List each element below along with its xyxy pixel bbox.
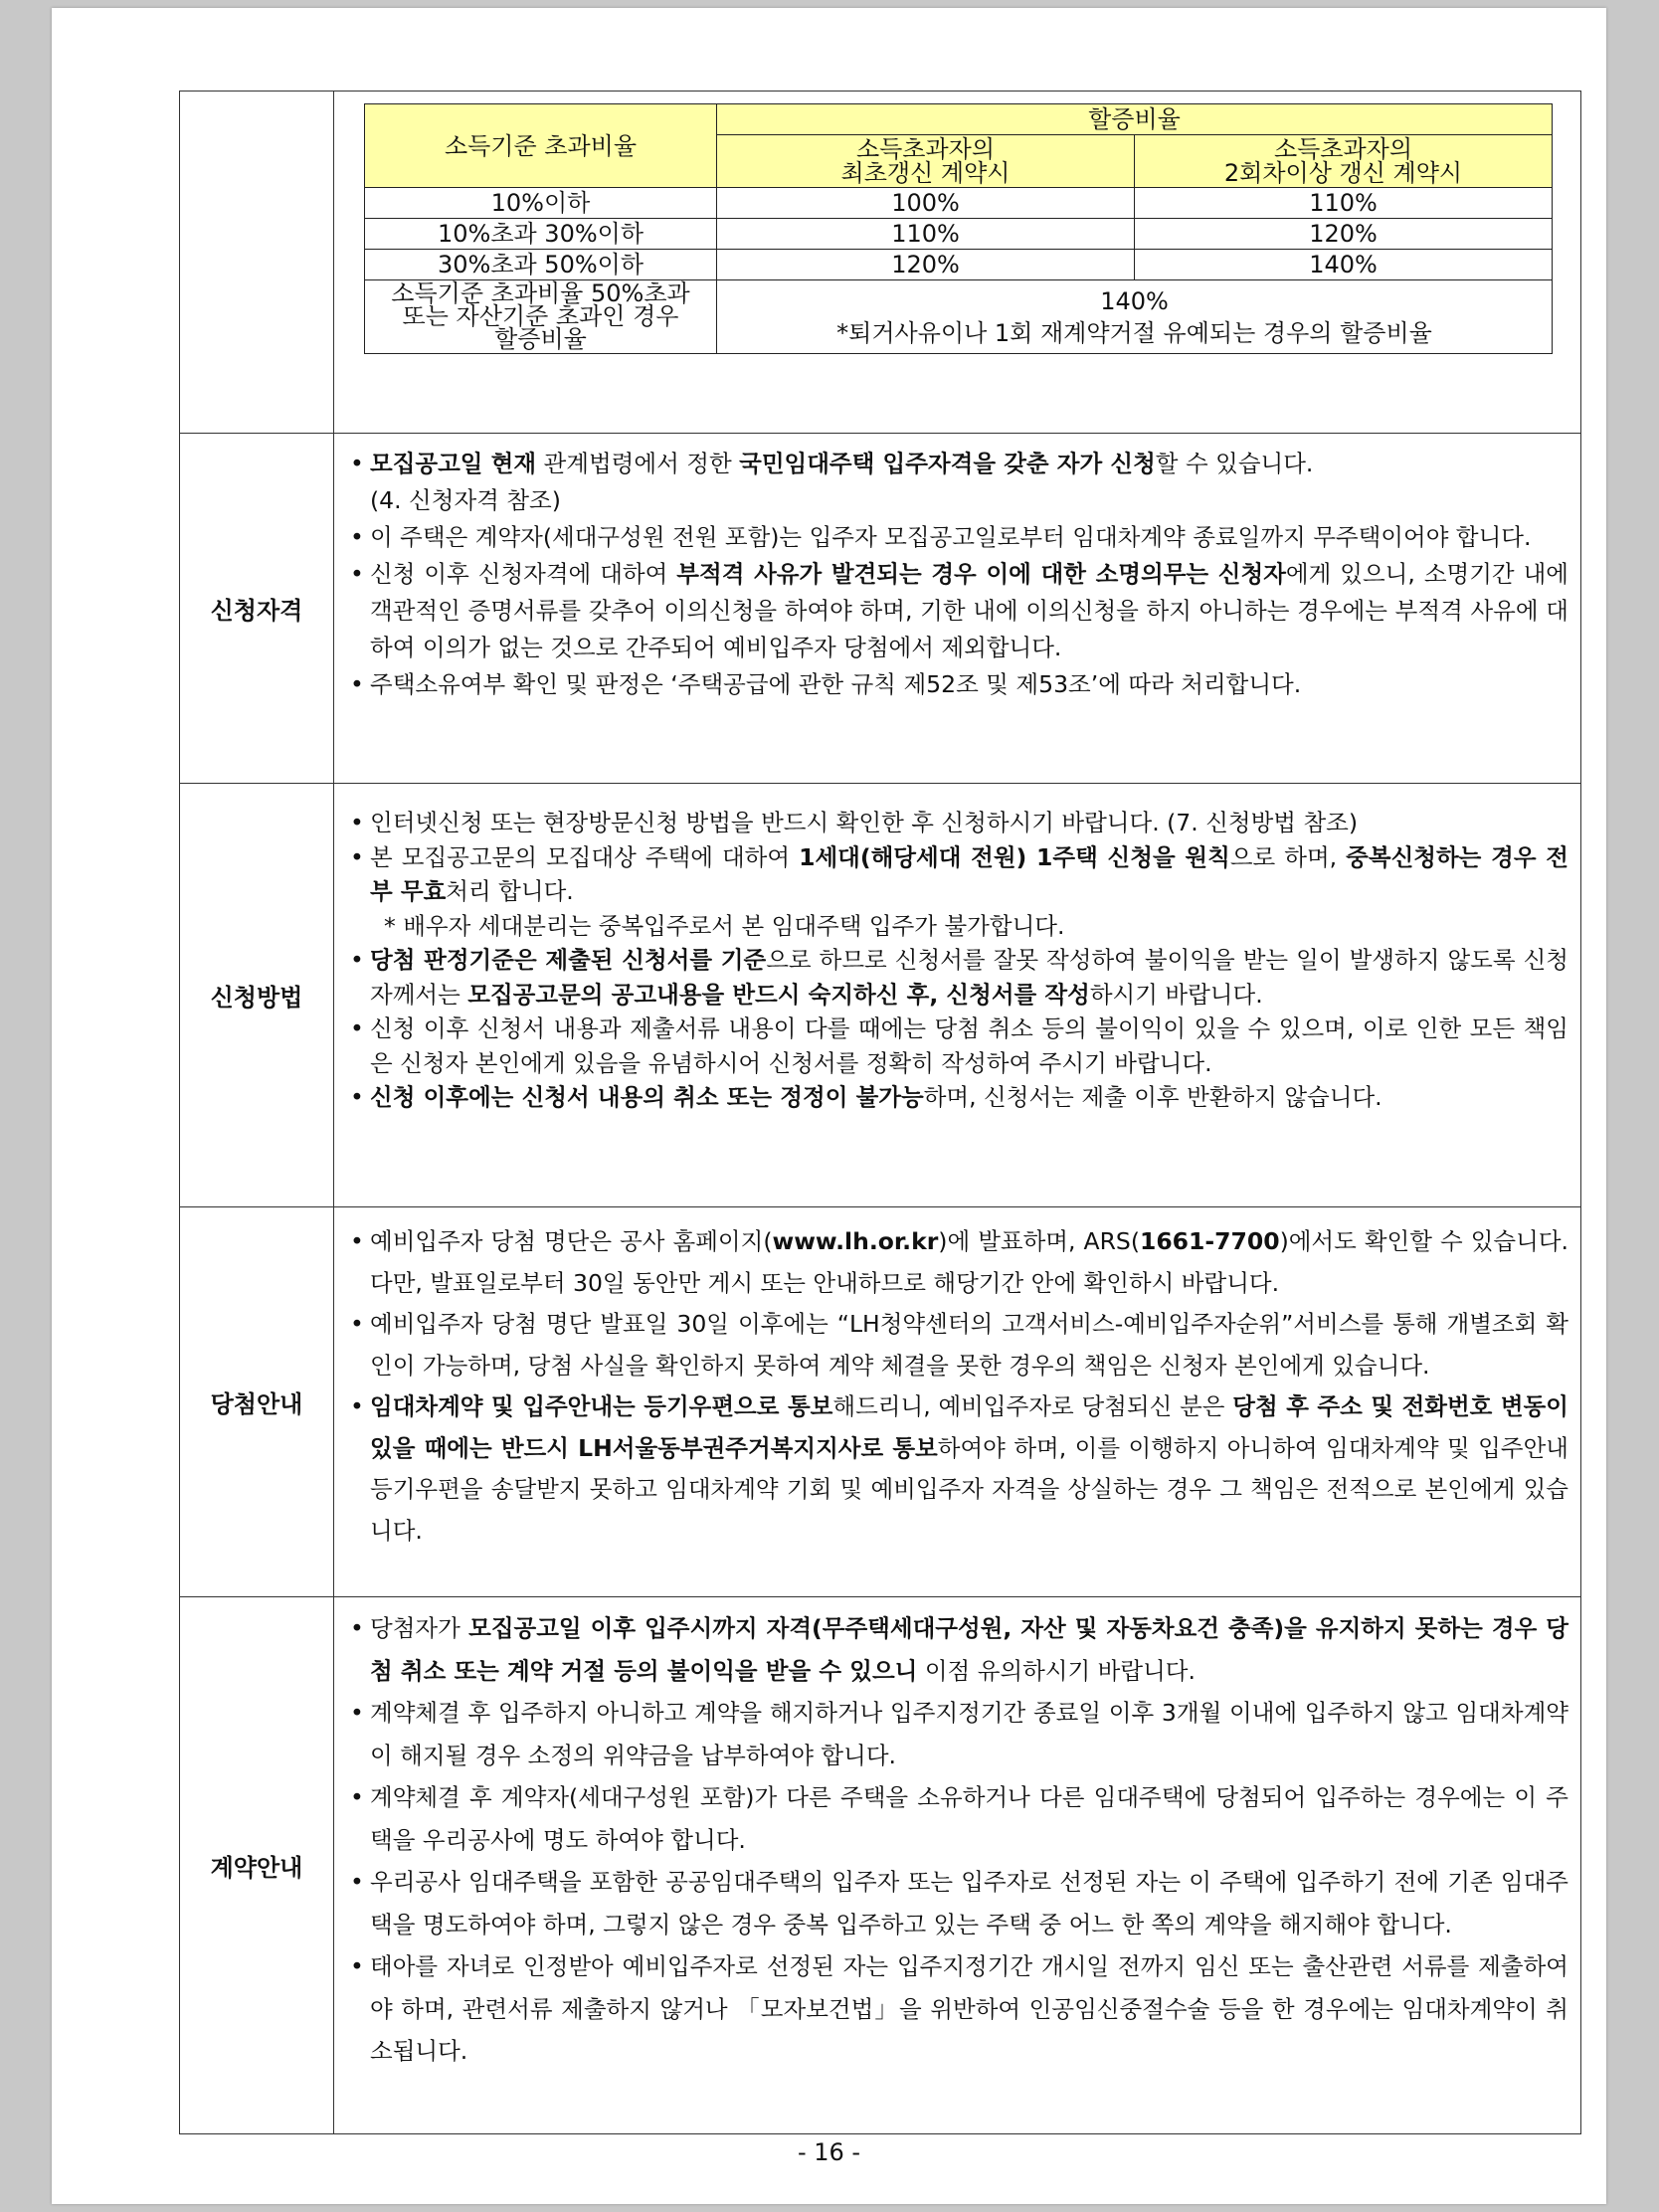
bullet-item: • 태아를 자녀로 인정받아 예비입주자로 선정된 자는 입주지정기간 개시일 전까지 임신 또는 출산관련 서류를 제출하여야 하며, 관련서류 제출하지 않거나 「모자보건법」을 위반하여 인공임신중절수술 등을 한 경우에는 임대차계약이 취소됩니다. xyxy=(346,1945,1568,2073)
rate-first: 110% xyxy=(717,219,1135,250)
bullet-item: • 본 모집공고문의 모집대상 주택에 대하여 1세대(해당세대 전원) 1주택 신청을 원칙으로 하며, 중복신청하는 경우 전부 무효처리 합니다. xyxy=(346,840,1568,909)
rate-last-note: *퇴거사유이나 1회 재계약거절 유예되는 경우의 할증비율 xyxy=(836,318,1432,347)
rate-last-value: 140% xyxy=(1100,286,1169,315)
blank-label-cell xyxy=(180,92,334,434)
surcharge-rate-table xyxy=(364,103,1553,354)
rate-range: 10%이하 xyxy=(365,188,717,219)
bullet-item: • 당첨 판정기준은 제출된 신청서를 기준으로 하므로 신청서를 잘못 작성하여 불이익을 받는 일이 발생하지 않도록 신청자께서는 모집공고문의 공고내용을 반드시 숙지하신 후, 신청서를 작성하시기 바랍니다. xyxy=(346,943,1568,1012)
rate-second: 120% xyxy=(1135,219,1553,250)
rate-header-surcharge: 할증비율 xyxy=(717,104,1553,135)
rate-table-cell xyxy=(334,92,1581,434)
section-label-method: 신청방법 xyxy=(180,784,334,1207)
section-label-contract: 계약안내 xyxy=(180,1597,334,2134)
bullet-item: • 이 주택은 계약자(세대구성원 전원 포함)는 입주자 모집공고일로부터 임대차계약 종료일까지 무주택이어야 합니다. xyxy=(346,519,1568,556)
rate-row xyxy=(365,188,1553,219)
bullet-item: • 계약체결 후 입주하지 아니하고 계약을 해지하거나 입주지정기간 종료일 이후 3개월 이내에 입주하지 않고 임대차계약이 해지될 경우 소정의 위약금을 납부하여야 합니다. xyxy=(346,1692,1568,1776)
bullet-item: • 우리공사 임대주택을 포함한 공공임대주택의 입주자 또는 입주자로 선정된 자는 이 주택에 입주하기 전에 기존 임대주택을 명도하여야 하며, 그렇지 않은 경우 중복 입주하고 있는 주택 중 어느 한 쪽의 계약을 해지해야 합니다. xyxy=(346,1861,1568,1945)
section-label-announcement: 당첨안내 xyxy=(180,1207,334,1597)
bullet-item: • 예비입주자 당첨 명단 발표일 30일 이후에는 “LH청약센터의 고객서비스-예비입주자순위”서비스를 통해 개별조회 확인이 가능하며, 당첨 사실을 확인하지 못하여 계약 체결을 못한 경우의 책임은 신청자 본인에게 있습니다. xyxy=(346,1304,1568,1386)
rate-row xyxy=(365,250,1553,280)
rate-range: 30%초과 50%이하 xyxy=(365,250,717,280)
rate-second: 110% xyxy=(1135,188,1553,219)
bullet-item: • 예비입주자 당첨 명단은 공사 홈페이지(www.lh.or.kr)에 발표하며, ARS(1661-7700)에서도 확인할 수 있습니다. 다만, 발표일로부터 30일 동안만 게시 또는 안내하므로 해당기간 안에 확인하시 바랍니다. xyxy=(346,1221,1568,1304)
rate-header-first-renewal: 소득초과자의 최초갱신 계약시 xyxy=(717,135,1135,188)
rate-first: 100% xyxy=(717,188,1135,219)
note-text: * 배우자 세대분리는 중복입주로서 본 임대주택 입주가 불가합니다. xyxy=(384,911,1065,940)
rate-header-income-excess: 소득기준 초과비율 xyxy=(365,104,717,188)
document-page xyxy=(52,8,1606,2204)
section-content-contract xyxy=(334,1597,1581,2134)
rate-row-last xyxy=(365,280,1553,354)
bullet-item: • 계약체결 후 계약자(세대구성원 포함)가 다른 주택을 소유하거나 다른 임대주택에 당첨되어 입주하는 경우에는 이 주택을 우리공사에 명도 하여야 합니다. xyxy=(346,1776,1568,1861)
section-label-qualification: 신청자격 xyxy=(180,434,334,784)
bullet-item: • 임대차계약 및 입주안내는 등기우편으로 통보해드리니, 예비입주자로 당첨되신 분은 당첨 후 주소 및 전화번호 변동이 있을 때에는 반드시 LH서울동부권주거복지지사로 통보하여야 하며, 이를 이행하지 아니하여 임대차계약 및 입주안내 등기우편을 송달받지 못하고 임대차계약 기회 및 예비입주자 자격을 상실하는 경우 그 책임은 전적으로 본인에게 있습니다. xyxy=(346,1386,1568,1552)
rate-second: 140% xyxy=(1135,250,1553,280)
rate-first: 120% xyxy=(717,250,1135,280)
bullet-item: • 신청 이후에는 신청서 내용의 취소 또는 정정이 불가능하며, 신청서는 제출 이후 반환하지 않습니다. xyxy=(346,1080,1568,1115)
bullet-item: • 모집공고일 현재 관계법령에서 정한 국민임대주택 입주자격을 갖춘 자가 신청할 수 있습니다. xyxy=(346,446,1568,482)
section-content-announcement xyxy=(334,1207,1581,1597)
rate-range: 10%초과 30%이하 xyxy=(365,219,717,250)
bullet-item: • 인터넷신청 또는 현장방문신청 방법을 반드시 확인한 후 신청하시기 바랍니다. (7. 신청방법 참조) xyxy=(346,806,1568,840)
rate-last-value-cell xyxy=(717,280,1553,354)
bullet-item: • 신청 이후 신청서 내용과 제출서류 내용이 다를 때에는 당첨 취소 등의 불이익이 있을 수 있으며, 이로 인한 모든 책임은 신청자 본인에게 있음을 유념하시어 신청서를 정확히 작성하여 주시기 바랍니다. xyxy=(346,1012,1568,1080)
bullet-item: • 신청 이후 신청자격에 대하여 부적격 사유가 발견되는 경우 이에 대한 소명의무는 신청자에게 있으니, 소명기간 내에 객관적인 증명서류를 갖추어 이의신청을 하여야 하며, 기한 내에 이의신청을 하지 아니하는 경우에는 부적격 사유에 대하여 이의가 없는 것으로 간주되어 예비입주자 당첨에서 제외합니다. xyxy=(346,556,1568,666)
note-text: (4. 신청자격 참조) xyxy=(370,486,561,514)
rate-row xyxy=(365,219,1553,250)
page-number: - 16 - xyxy=(797,2138,861,2166)
section-content-method xyxy=(334,784,1581,1207)
section-content-qualification xyxy=(334,434,1581,784)
rate-header-second-renewal: 소득초과자의 2회차이상 갱신 계약시 xyxy=(1135,135,1553,188)
bullet-item: • 당첨자가 모집공고일 이후 입주시까지 자격(무주택세대구성원, 자산 및 자동차요건 충족)을 유지하지 못하는 경우 당첨 취소 또는 계약 거절 등의 불이익을 받을 수 있으니 이점 유의하시기 바랍니다. xyxy=(346,1607,1568,1692)
bullet-item: • 주택소유여부 확인 및 판정은 ‘주택공급에 관한 규칙 제52조 및 제53조’에 따라 처리합니다. xyxy=(346,666,1568,703)
notice-table xyxy=(179,91,1581,2134)
rate-last-label: 소득기준 초과비율 50%초과 또는 자산기준 초과인 경우 할증비율 xyxy=(365,280,717,354)
